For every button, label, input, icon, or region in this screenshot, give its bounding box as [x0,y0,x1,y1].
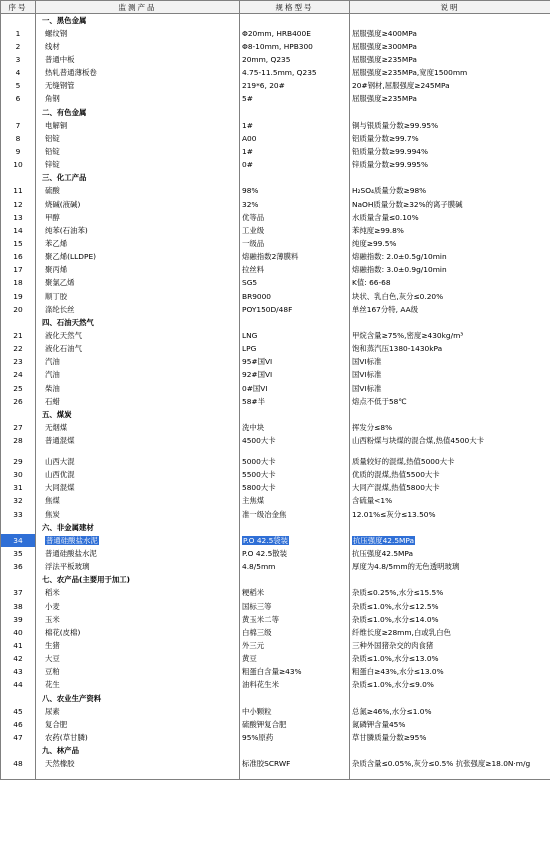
cell-desc[interactable] [350,745,550,758]
cell-spec[interactable]: LPG [240,343,350,356]
cell-product[interactable]: 无缝钢管 [36,80,240,93]
cell-no[interactable]: 10 [1,159,36,172]
cell-no[interactable]: 12 [1,198,36,211]
cell-no[interactable]: 21 [1,329,36,342]
cell-no[interactable]: 30 [1,469,36,482]
cell-no[interactable]: 32 [1,495,36,508]
cell-no[interactable]: 47 [1,731,36,744]
table-row [1,395,550,408]
section-row [1,408,550,421]
cell-spec[interactable]: 外三元 [240,639,350,652]
table-row [1,303,550,316]
cell-desc[interactable] [350,316,550,329]
cell-desc[interactable]: 铝质量分数≥99.7% [350,132,550,145]
cell-desc[interactable]: 优质的混煤,热值5500大卡 [350,469,550,482]
cell-desc[interactable]: 饱和蒸汽压1380-1430kPa [350,343,550,356]
cell-no[interactable]: 20 [1,303,36,316]
cell-product[interactable]: 热轧普通薄板卷 [36,67,240,80]
cell-no[interactable]: 31 [1,482,36,495]
cell-product[interactable]: 一、黑色金属 [36,14,240,28]
table-row [1,329,550,342]
cell-no[interactable] [1,106,36,119]
cell-spec[interactable]: 标准胶SCRWF [240,758,350,780]
cell-product[interactable]: 花生 [36,679,240,692]
cell-desc[interactable]: 水质量含量≤0.10% [350,211,550,224]
cell-no[interactable]: 17 [1,264,36,277]
cell-no[interactable]: 48 [1,758,36,780]
table-row [1,264,550,277]
cell-desc[interactable]: 质量较好的混煤,热值5000大卡 [350,456,550,469]
cell-spec[interactable]: 准一级冶金焦 [240,508,350,521]
cell-product[interactable]: 八、农业生产资料 [36,692,240,705]
cell-spec[interactable]: 优等品 [240,211,350,224]
cell-product[interactable]: 石蜡 [36,395,240,408]
cell-spec[interactable]: 4500大卡 [240,435,350,456]
cell-spec[interactable]: 58#半 [240,395,350,408]
cell-no[interactable]: 3 [1,53,36,66]
cell-product[interactable]: 汽油 [36,369,240,382]
cell-product[interactable]: 复合肥 [36,718,240,731]
table-row [1,587,550,600]
cell-desc[interactable]: 纤维长度≥28mm,白或乳白色 [350,626,550,639]
cell-no[interactable]: 44 [1,679,36,692]
cell-spec[interactable]: 4.75-11.5mm, Q235 [240,67,350,80]
table-row [1,547,550,560]
cell-spec[interactable]: P.O 42.5散装 [240,547,350,560]
table-row [1,290,550,303]
cell-spec[interactable]: 5# [240,93,350,106]
cell-desc[interactable]: 20#钢材,屈服强度≥245MPa [350,80,550,93]
cell-desc[interactable]: 挥发分≤8% [350,421,550,434]
cell-no[interactable]: 14 [1,224,36,237]
table-row [1,705,550,718]
cell-no[interactable] [1,14,36,28]
cell-product[interactable]: 螺纹钢 [36,27,240,40]
table-row [1,277,550,290]
table-row [1,224,550,237]
table-row [1,482,550,495]
cell-product[interactable]: 二、有色金属 [36,106,240,119]
cell-spec[interactable]: 粗蛋白含量≥43% [240,666,350,679]
cell-no[interactable]: 26 [1,395,36,408]
cell-desc[interactable] [350,574,550,587]
cell-spec[interactable] [240,692,350,705]
cell-no[interactable]: 39 [1,613,36,626]
table-row [1,53,550,66]
cell-product[interactable]: 山西优混 [36,469,240,482]
header-spec[interactable]: 规格型号 [240,1,350,14]
cell-spec[interactable]: A00 [240,132,350,145]
table-row [1,40,550,53]
section-row [1,14,550,28]
table-row [1,251,550,264]
table-row [1,145,550,158]
cell-desc[interactable]: H₂SO₄质量分数≥98% [350,185,550,198]
cell-desc[interactable]: 锌质量分数≥99.995% [350,159,550,172]
cell-no[interactable]: 24 [1,369,36,382]
cell-no[interactable]: 19 [1,290,36,303]
cell-product[interactable]: 汽油 [36,356,240,369]
cell-spec[interactable]: 中小颗粒 [240,705,350,718]
section-row [1,316,550,329]
cell-desc[interactable]: 熔点不低于58℃ [350,395,550,408]
table-row [1,435,550,456]
cell-no[interactable] [1,574,36,587]
header-desc[interactable]: 说明 [350,1,550,14]
section-row [1,106,550,119]
cell-spec[interactable]: 20mm, Q235 [240,53,350,66]
cell-product[interactable]: 小麦 [36,600,240,613]
cell-product[interactable]: 聚丙烯 [36,264,240,277]
table-row [1,132,550,145]
header-row [1,1,550,14]
cell-no[interactable]: 35 [1,547,36,560]
cell-spec[interactable]: 粳稻米 [240,587,350,600]
cell-desc[interactable]: 铅质量分数≥99.994% [350,145,550,158]
cell-spec[interactable]: 熔融指数2薄膜料 [240,251,350,264]
cell-product[interactable]: 豆粕 [36,666,240,679]
table-row [1,93,550,106]
cell-spec[interactable]: 黄豆 [240,653,350,666]
table-row [1,561,550,574]
table-row [1,495,550,508]
cell-no[interactable]: 11 [1,185,36,198]
table-row [1,731,550,744]
cell-product[interactable]: 四、石油天然气 [36,316,240,329]
cell-product[interactable]: 铅锭 [36,145,240,158]
cell-desc[interactable]: 屈服强度≥300MPa [350,40,550,53]
table-row [1,626,550,639]
cell-no[interactable]: 13 [1,211,36,224]
cell-desc[interactable]: 屈服强度≥235MPa [350,93,550,106]
cell-spec[interactable] [240,172,350,185]
cell-spec[interactable] [240,745,350,758]
cell-no[interactable]: 46 [1,718,36,731]
table-row [1,67,550,80]
cell-desc[interactable]: 大同产混煤,热值5800大卡 [350,482,550,495]
cell-desc[interactable]: 块状、乳白色,灰分≤0.20% [350,290,550,303]
cell-desc[interactable]: 苯纯度≥99.8% [350,224,550,237]
cell-product[interactable]: 柴油 [36,382,240,395]
cell-no[interactable]: 34 [1,534,36,547]
cell-spec[interactable]: 洗中块 [240,421,350,434]
cell-no[interactable]: 37 [1,587,36,600]
cell-desc[interactable]: 总氮≥46%,水分≤1.0% [350,705,550,718]
cell-spec[interactable]: POY150D/48F [240,303,350,316]
cell-product-text: 普通硅酸盐水泥 [46,535,98,545]
cell-spec[interactable]: 92#国VI [240,369,350,382]
cell-spec[interactable]: 黄玉米二等 [240,613,350,626]
cell-spec[interactable] [240,316,350,329]
cell-no[interactable]: 16 [1,251,36,264]
table-row [1,237,550,250]
cell-desc[interactable]: K值: 66-68 [350,277,550,290]
table-row [1,27,550,40]
table-row [1,679,550,692]
cell-spec[interactable]: 5500大卡 [240,469,350,482]
cell-no[interactable]: 28 [1,435,36,456]
cell-spec[interactable]: 0# [240,159,350,172]
cell-product[interactable]: 三、化工产品 [36,172,240,185]
cell-spec[interactable]: 5800大卡 [240,482,350,495]
cell-spec[interactable]: 硫酸钾复合肥 [240,718,350,731]
cell-product[interactable]: 线材 [36,40,240,53]
cell-product[interactable]: 苯乙烯 [36,237,240,250]
cell-desc[interactable] [350,408,550,421]
cell-spec[interactable]: SG5 [240,277,350,290]
cell-spec[interactable]: BR9000 [240,290,350,303]
cell-spec[interactable]: 1# [240,145,350,158]
cell-spec[interactable] [240,408,350,421]
cell-desc-text: 抗压强度42.5MPa [353,535,415,545]
cell-product[interactable]: 七、农产品(主要用于加工) [36,574,240,587]
cell-spec[interactable]: 国标三等 [240,600,350,613]
cell-desc[interactable]: 杂质≤1.0%,水分≤14.0% [350,613,550,626]
table-row [1,382,550,395]
cell-desc[interactable]: 草甘膦质量分数≥95% [350,731,550,744]
cell-no[interactable]: 33 [1,508,36,521]
cell-spec[interactable]: 95%原药 [240,731,350,744]
table-row [1,639,550,652]
cell-no[interactable]: 9 [1,145,36,158]
cell-product[interactable]: 焦炭 [36,508,240,521]
cell-product[interactable]: 液化石油气 [36,343,240,356]
cell-spec[interactable] [240,14,350,28]
header-no[interactable]: 序号 [1,1,36,14]
cell-product[interactable]: 锌锭 [36,159,240,172]
cell-no[interactable]: 15 [1,237,36,250]
cell-desc[interactable]: 厚度为4.8/5mm的无色透明玻璃 [350,561,550,574]
cell-spec[interactable]: 95#国VI [240,356,350,369]
section-row [1,574,550,587]
cell-product[interactable]: 五、煤炭 [36,408,240,421]
cell-no[interactable]: 42 [1,653,36,666]
cell-desc[interactable] [350,521,550,534]
table-row [1,534,550,547]
cell-desc[interactable]: 杂质≤1.0%,水分≤12.5% [350,600,550,613]
cell-desc[interactable]: 单丝167分特, AA级 [350,303,550,316]
cell-desc[interactable]: 屈服强度≥235MPa [350,53,550,66]
table-row [1,456,550,469]
cell-spec[interactable]: LNG [240,329,350,342]
cell-desc[interactable]: 甲烷含量≥75%,密度≥430kg/m³ [350,329,550,342]
cell-desc[interactable]: 屈服强度≥235MPa,宽度1500mm [350,67,550,80]
cell-product[interactable]: 浮法平板玻璃 [36,561,240,574]
cell-desc[interactable]: 杂质≤1.0%,水分≤13.0% [350,653,550,666]
table-row [1,600,550,613]
table-row [1,369,550,382]
cell-product[interactable]: 硫酸 [36,185,240,198]
table-row [1,758,550,780]
table-row [1,718,550,731]
cell-no[interactable]: 18 [1,277,36,290]
cell-spec[interactable]: Φ8-10mm, HPB300 [240,40,350,53]
cell-product[interactable]: 普通混煤 [36,435,240,456]
cell-desc[interactable]: 抗压强度42.5MPa [350,547,550,560]
cell-spec[interactable]: Φ20mm, HRB400E [240,27,350,40]
table-row [1,469,550,482]
section-row [1,745,550,758]
cell-no[interactable]: 8 [1,132,36,145]
cell-spec[interactable]: 5000大卡 [240,456,350,469]
cell-no[interactable]: 38 [1,600,36,613]
table-body [1,14,550,780]
table-row [1,666,550,679]
cell-desc[interactable]: NaOH质量分数≥32%的离子膜碱 [350,198,550,211]
table-row [1,159,550,172]
cell-desc[interactable] [350,106,550,119]
cell-spec[interactable]: 98% [240,185,350,198]
cell-spec[interactable]: 拉丝料 [240,264,350,277]
cell-no[interactable]: 4 [1,67,36,80]
table-row [1,343,550,356]
cell-spec[interactable]: 0#国VI [240,382,350,395]
table-row [1,356,550,369]
cell-desc[interactable]: 12.01%≤灰分≤13.50% [350,508,550,521]
cell-product[interactable]: 普通中板 [36,53,240,66]
cell-no[interactable] [1,745,36,758]
cell-spec[interactable] [240,574,350,587]
cell-desc[interactable]: 氮磷钾含量45% [350,718,550,731]
cell-spec[interactable]: 一级品 [240,237,350,250]
cell-product[interactable]: 大同混煤 [36,482,240,495]
cell-product[interactable]: 聚乙烯(LLDPE) [36,251,240,264]
cell-spec[interactable]: 主焦煤 [240,495,350,508]
table-row [1,80,550,93]
cell-desc[interactable]: 含硫量<1% [350,495,550,508]
section-row [1,521,550,534]
cell-no[interactable]: 29 [1,456,36,469]
cell-product[interactable]: 电解铜 [36,119,240,132]
cell-product[interactable]: 农药(草甘膦) [36,731,240,744]
cell-no[interactable]: 40 [1,626,36,639]
table-row [1,119,550,132]
cell-product[interactable]: 天然橡胶 [36,758,240,780]
cell-desc[interactable]: 杂质≤1.0%,水分≤9.0% [350,679,550,692]
cell-product[interactable]: 角钢 [36,93,240,106]
cell-product[interactable]: 稻米 [36,587,240,600]
section-row [1,692,550,705]
cell-no[interactable] [1,172,36,185]
cell-product[interactable] [36,534,240,547]
cell-product[interactable]: 尿素 [36,705,240,718]
cell-spec-text: P.O 42.5袋装 [243,535,289,545]
table-row [1,421,550,434]
cell-product[interactable]: 大豆 [36,653,240,666]
cell-no[interactable]: 25 [1,382,36,395]
cell-no[interactable]: 23 [1,356,36,369]
cell-product[interactable]: 液化天然气 [36,329,240,342]
cell-product[interactable]: 涤纶长丝 [36,303,240,316]
cell-spec[interactable]: 4.8/5mm [240,561,350,574]
cell-desc[interactable]: 山西粉煤与块煤的混合煤,热值4500大卡 [350,435,550,456]
cell-product[interactable]: 纯苯(石油苯) [36,224,240,237]
cell-no[interactable]: 45 [1,705,36,718]
cell-spec[interactable] [240,521,350,534]
cell-spec[interactable]: 219*6, 20# [240,80,350,93]
table-row [1,508,550,521]
cell-product[interactable]: 六、非金属建材 [36,521,240,534]
cell-desc[interactable]: 三种外国猪杂交的肉食猪 [350,639,550,652]
cell-spec[interactable]: 32% [240,198,350,211]
cell-desc[interactable]: 杂质≤0.25%,水分≤15.5% [350,587,550,600]
cell-desc[interactable]: 熔融指数: 2.0±0.5g/10min [350,251,550,264]
cell-desc[interactable] [350,692,550,705]
cell-product[interactable]: 普通硅酸盐水泥 [36,547,240,560]
cell-product[interactable]: 玉米 [36,613,240,626]
cell-spec[interactable] [240,534,350,547]
cell-desc[interactable]: 国VI标准 [350,382,550,395]
cell-no[interactable]: 41 [1,639,36,652]
cell-no[interactable]: 2 [1,40,36,53]
cell-desc[interactable]: 纯度≥99.5% [350,237,550,250]
cell-desc[interactable] [350,172,550,185]
cell-desc[interactable]: 熔融指数: 3.0±0.9g/10min [350,264,550,277]
cell-no[interactable]: 6 [1,93,36,106]
cell-product[interactable]: 顺丁胶 [36,290,240,303]
cell-desc[interactable]: 铜与银质量分数≥99.95% [350,119,550,132]
cell-product[interactable]: 山西大混 [36,456,240,469]
cell-desc[interactable] [350,534,550,547]
table-row [1,653,550,666]
cell-product[interactable]: 焦煤 [36,495,240,508]
cell-no[interactable] [1,692,36,705]
cell-product[interactable]: 铝锭 [36,132,240,145]
cell-spec[interactable]: 1# [240,119,350,132]
cell-no[interactable]: 1 [1,27,36,40]
cell-product[interactable]: 棉花(皮棉) [36,626,240,639]
cell-spec[interactable]: 白棉三级 [240,626,350,639]
cell-no[interactable]: 7 [1,119,36,132]
cell-no[interactable]: 22 [1,343,36,356]
cell-product[interactable]: 无烟煤 [36,421,240,434]
header-product[interactable]: 监测产品 [36,1,240,14]
cell-desc[interactable] [350,14,550,28]
cell-desc[interactable]: 粗蛋白≥43%,水分≤13.0% [350,666,550,679]
cell-product[interactable]: 九、林产品 [36,745,240,758]
table-row [1,198,550,211]
cell-spec[interactable]: 油料花生米 [240,679,350,692]
cell-spec[interactable]: 工业级 [240,224,350,237]
cell-no[interactable]: 5 [1,80,36,93]
cell-product[interactable]: 甲醇 [36,211,240,224]
cell-spec[interactable] [240,106,350,119]
cell-product[interactable]: 聚氯乙烯 [36,277,240,290]
section-row [1,172,550,185]
cell-product[interactable]: 烧碱(液碱) [36,198,240,211]
cell-no[interactable]: 43 [1,666,36,679]
cell-no[interactable] [1,316,36,329]
table-row [1,211,550,224]
table-row [1,613,550,626]
cell-desc[interactable]: 杂质含量≤0.05%,灰分≤0.5% 抗张强度≥18.0N·m/g [350,758,550,780]
cell-desc[interactable]: 国VI标准 [350,356,550,369]
cell-product[interactable]: 生猪 [36,639,240,652]
cell-desc[interactable]: 屈服强度≥400MPa [350,27,550,40]
cell-no[interactable]: 27 [1,421,36,434]
cell-desc[interactable]: 国VI标准 [350,369,550,382]
table-row [1,185,550,198]
cell-no[interactable] [1,521,36,534]
cell-no[interactable] [1,408,36,421]
cell-no[interactable]: 36 [1,561,36,574]
